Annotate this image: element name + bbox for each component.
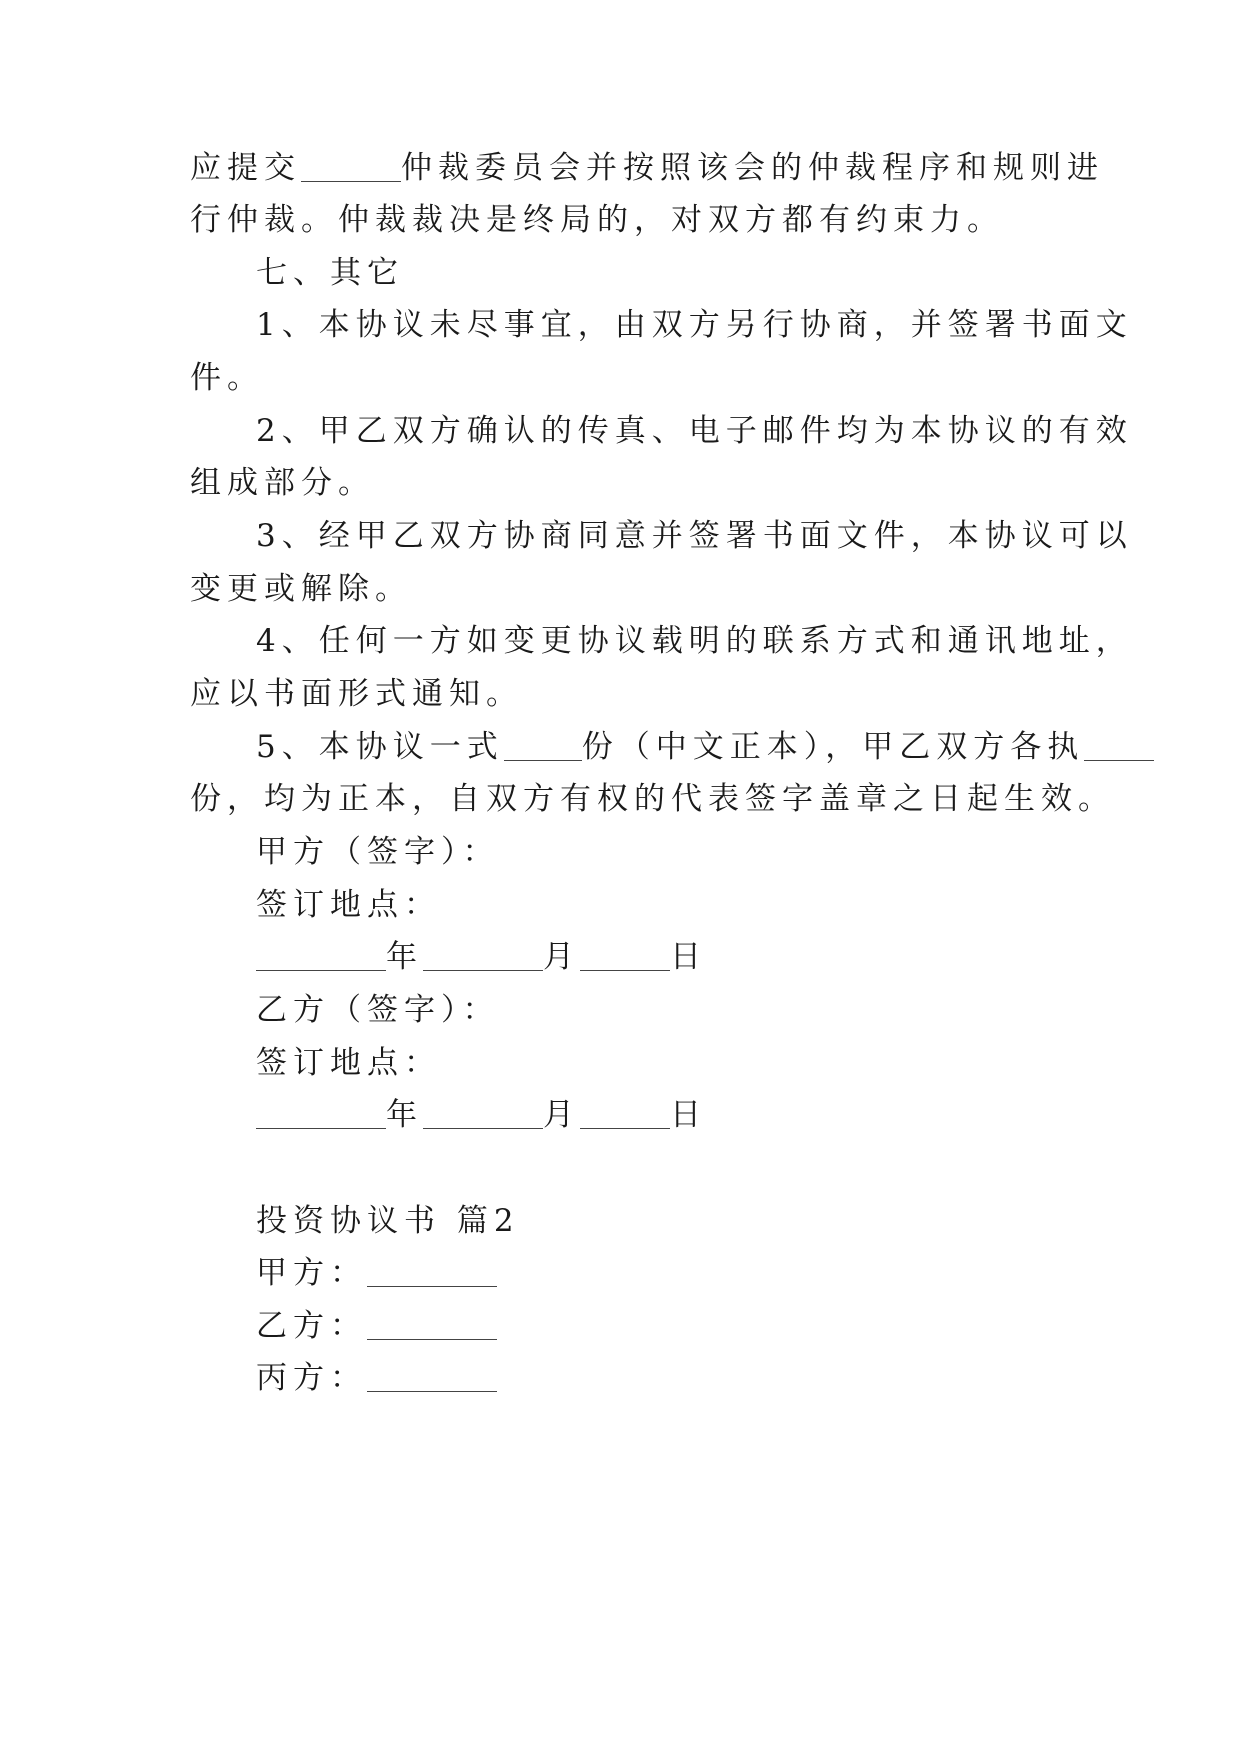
item-4-line-1: 4、任何一方如变更协议载明的联系方式和通讯地址， (256, 623, 1133, 659)
text: 仲裁委员会并按照该会的仲裁程序和规则进 (401, 150, 1104, 186)
date-line-a (256, 937, 707, 977)
blank-party-a (367, 1256, 497, 1287)
blank-year (256, 1098, 386, 1129)
text: 年 (386, 939, 423, 975)
item-5-line-2: 份，均为正本，自双方有权的代表签字盖章之日起生效。 (190, 781, 1115, 817)
blank-arbitration-commission (301, 151, 401, 182)
text: 应提交 (190, 150, 301, 186)
text: 5、本协议一式 (256, 729, 504, 765)
signing-place-b-label: 签订地点： (256, 1045, 441, 1081)
text: 月 (543, 939, 580, 975)
item-2-line-1: 2、甲乙双方确认的传真、电子邮件均为本协议的有效 (256, 413, 1133, 449)
party-a-line (256, 1253, 497, 1293)
arbitration-line-2: 行仲裁。仲裁裁决是终局的，对双方都有约束力。 (190, 202, 1004, 238)
text: 日 (670, 939, 707, 975)
text: 丙方： (256, 1360, 367, 1396)
text: 甲方： (256, 1255, 367, 1291)
item-1-line-2: 件。 (190, 360, 264, 396)
party-b-signature-label: 乙方（签字）： (256, 992, 500, 1028)
party-a-signature-label: 甲方（签字）： (256, 834, 500, 870)
signing-place-a-label: 签订地点： (256, 887, 441, 923)
blank-copies-each (1084, 730, 1154, 761)
item-4-line-2: 应以书面形式通知。 (190, 676, 523, 712)
agreement-2-title: 投资协议书 篇2 (256, 1203, 520, 1239)
blank-month (423, 940, 543, 971)
text: 份（中文正本），甲乙双方各执 (581, 729, 1085, 765)
blank-day (580, 940, 670, 971)
item-5-line-1 (256, 727, 1154, 767)
blank-copies (504, 730, 582, 761)
arbitration-line-1 (190, 148, 1104, 188)
blank-party-c (367, 1361, 497, 1392)
blank-day (580, 1098, 670, 1129)
item-3-line-2: 变更或解除。 (190, 571, 412, 607)
item-2-line-2: 组成部分。 (190, 465, 375, 501)
text: 月 (543, 1097, 580, 1133)
item-1-line-1: 1、本协议未尽事宜，由双方另行协商，并签署书面文 (256, 307, 1133, 343)
party-c-line (256, 1358, 497, 1398)
blank-party-b (367, 1309, 497, 1340)
section-heading-other: 七、其它 (256, 255, 404, 291)
text: 日 (670, 1097, 707, 1133)
text: 年 (386, 1097, 423, 1133)
date-line-b (256, 1095, 707, 1135)
text: 乙方： (256, 1308, 367, 1344)
blank-year (256, 940, 386, 971)
blank-month (423, 1098, 543, 1129)
party-b-line (256, 1306, 497, 1346)
item-3-line-1: 3、经甲乙双方协商同意并签署书面文件，本协议可以 (256, 518, 1133, 554)
